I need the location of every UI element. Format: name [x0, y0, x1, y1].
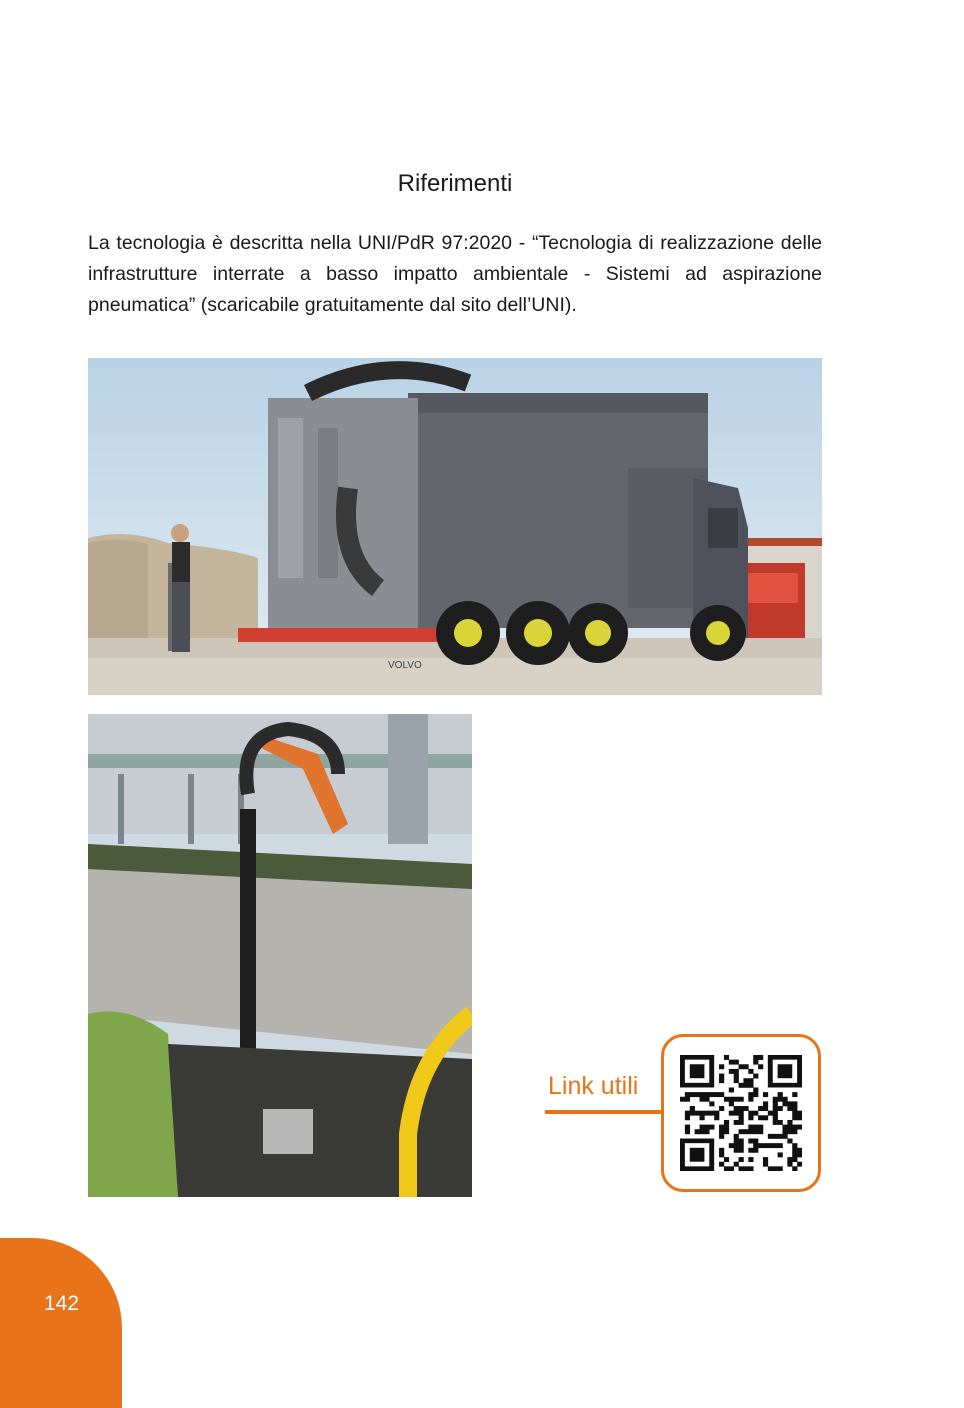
excavation-site-photo [88, 714, 472, 1197]
section-title: Riferimenti [397, 170, 513, 197]
useful-links-label: Link utili [548, 1072, 639, 1100]
truck-brand-label: VOLVO [388, 660, 422, 671]
qr-code-icon[interactable] [680, 1055, 802, 1171]
qr-code-frame[interactable] [661, 1034, 821, 1192]
vacuum-truck-photo [88, 358, 822, 695]
section-paragraph: La tecnologia è descritta nella UNI/PdR 97:2020 - “Tecnologia di realizzazione delle infrastrutture interrate a basso impatto ambientale - Sistemi ad aspirazione pneumatica” (scaricabile gratuitamente dal sito dell’UNI). [88, 232, 822, 316]
page-number-tab [0, 1238, 122, 1408]
link-divider [545, 1110, 663, 1114]
page-number: 142 [44, 1292, 80, 1315]
